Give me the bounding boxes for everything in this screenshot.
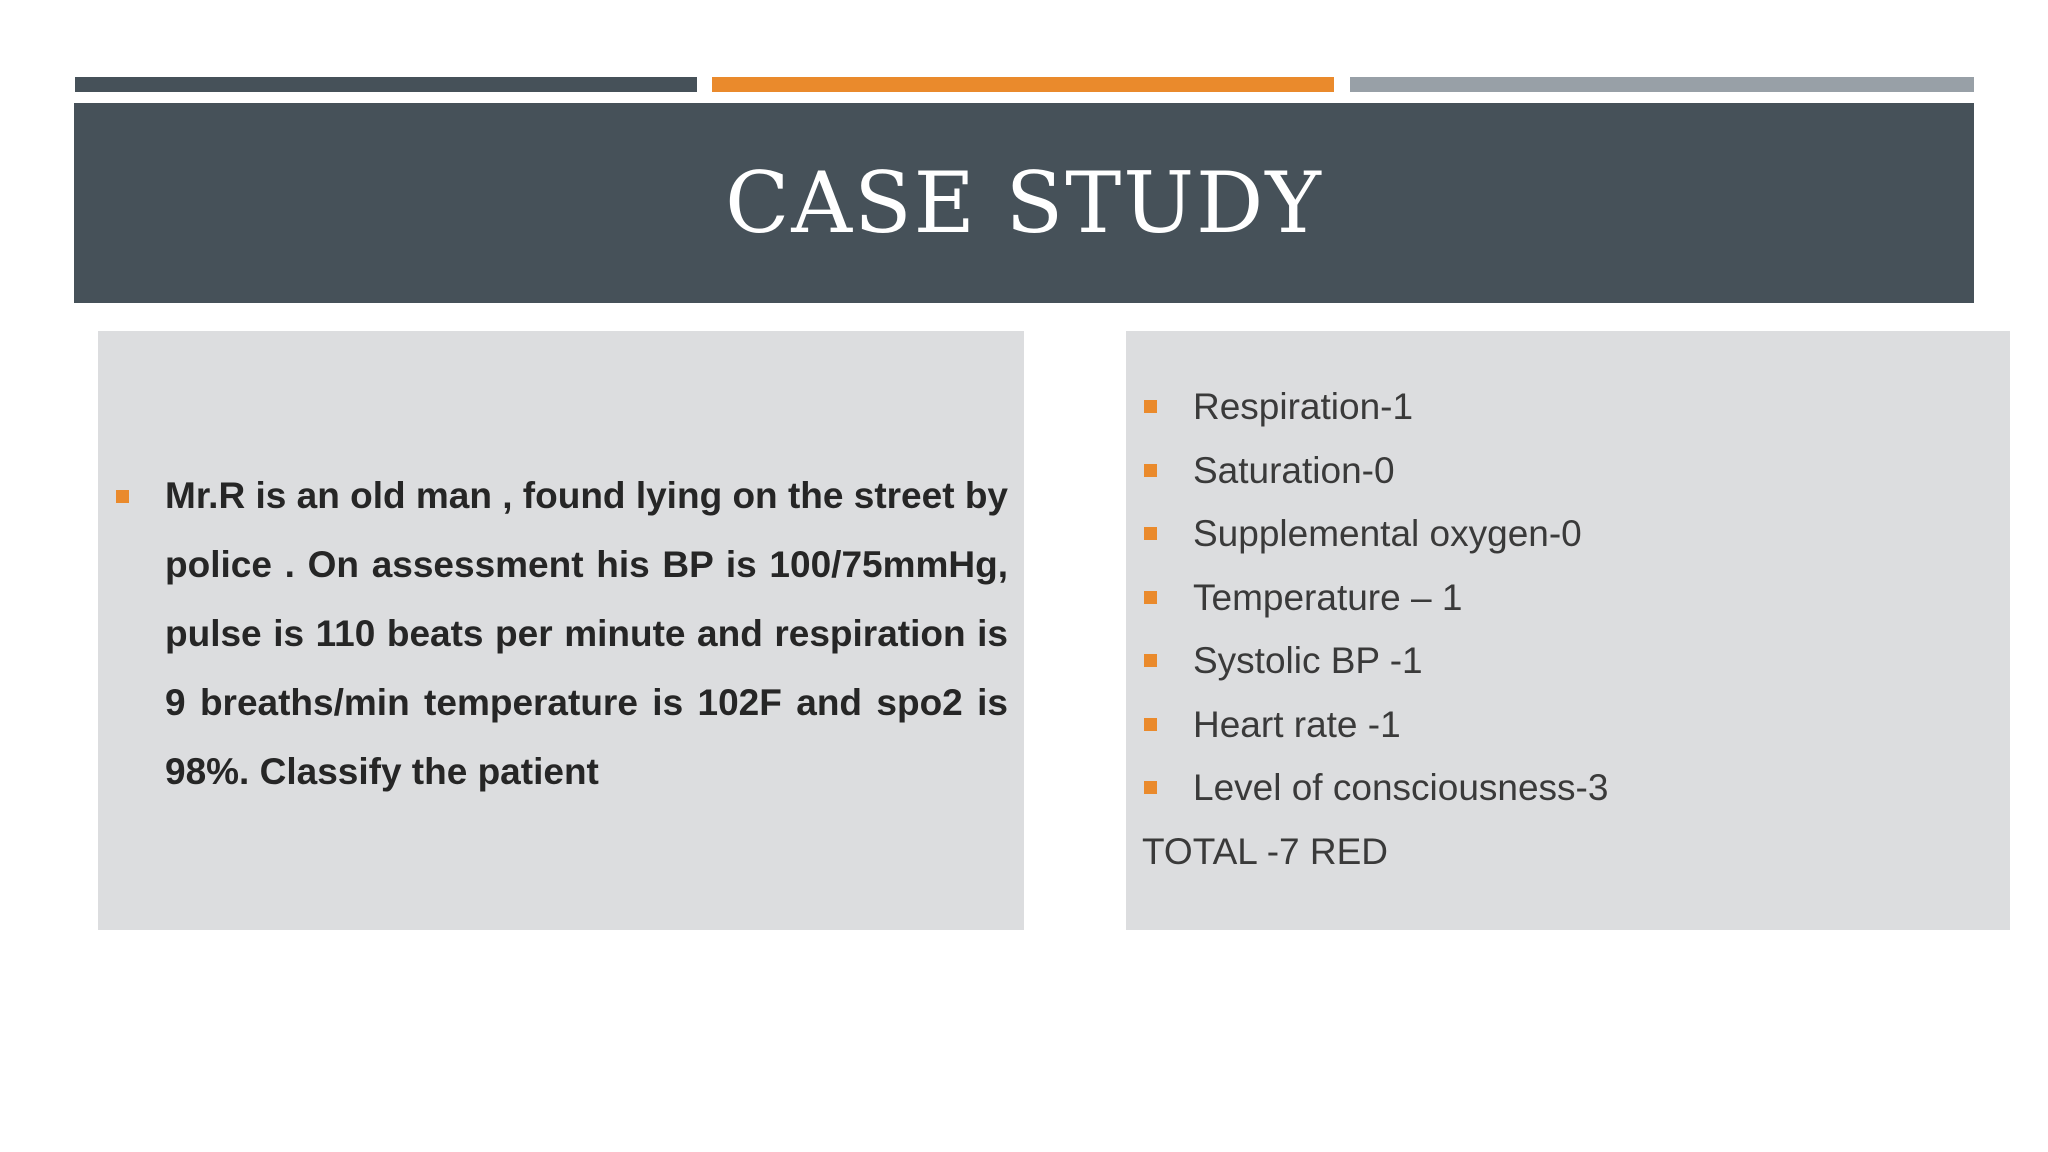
square-bullet-icon xyxy=(1144,591,1157,604)
square-bullet-icon xyxy=(116,490,129,503)
score-item-label: Level of consciousness-3 xyxy=(1193,767,1609,808)
score-item-systolic-bp xyxy=(1143,629,1608,693)
accent-bar-orange xyxy=(712,77,1334,92)
accent-bar-gray xyxy=(1350,77,1974,92)
score-item-supplemental-oxygen xyxy=(1143,502,1608,566)
square-bullet-icon xyxy=(1144,400,1157,413)
square-bullet-icon xyxy=(1144,781,1157,794)
score-item-heart-rate xyxy=(1143,693,1608,757)
score-item-label: Respiration-1 xyxy=(1193,386,1414,427)
score-item-label: Supplemental oxygen-0 xyxy=(1193,513,1582,554)
square-bullet-icon xyxy=(1144,464,1157,477)
title-band xyxy=(74,103,1974,303)
score-item-consciousness xyxy=(1143,756,1608,820)
case-description-text: Mr.R is an old man , found lying on the street by police . On assessment his BP is 100/75mmHg, pulse is 110 beats per minute and respiration is 9 breaths/min temperature is 102F and spo2 is 98%. Classify the patient xyxy=(165,475,1008,792)
score-item-temperature xyxy=(1143,566,1608,630)
score-list xyxy=(1143,375,1608,820)
square-bullet-icon xyxy=(1144,718,1157,731)
score-item-label: Systolic BP -1 xyxy=(1193,640,1423,681)
score-item-label: Heart rate -1 xyxy=(1193,703,1401,745)
score-item-label: Saturation-0 xyxy=(1193,449,1395,491)
square-bullet-icon xyxy=(1144,527,1157,540)
accent-bar-dark xyxy=(75,77,697,92)
score-item-saturation xyxy=(1143,439,1608,503)
score-item-respiration xyxy=(1143,375,1608,439)
score-total: TOTAL -7 RED xyxy=(1142,831,1389,872)
score-item-label: Temperature – 1 xyxy=(1193,576,1463,618)
slide-title: CASE STUDY xyxy=(725,154,1323,252)
square-bullet-icon xyxy=(1144,654,1157,667)
